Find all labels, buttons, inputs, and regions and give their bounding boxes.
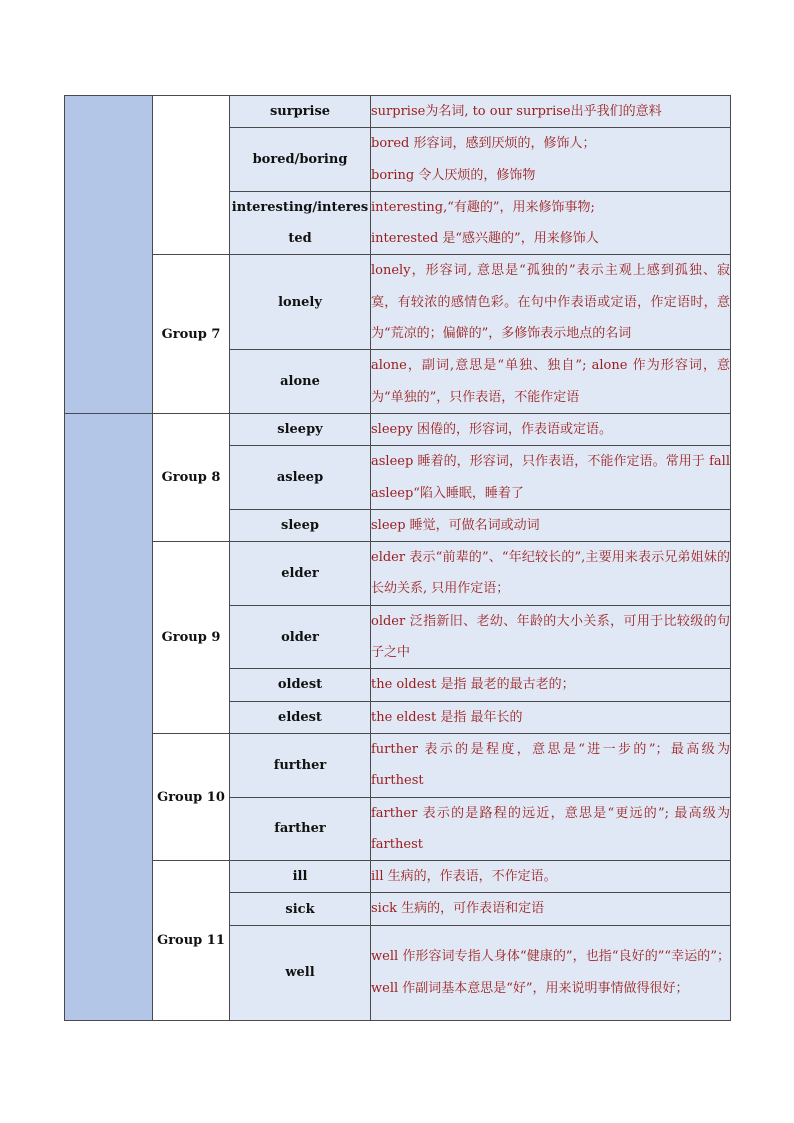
word-bored-boring: bored/boring <box>230 128 371 192</box>
group-7-label: Group 7 <box>153 255 230 413</box>
definition-well: well 作形容词专指人身体“健康的”，也指“良好的”“幸运的”；well 作副词基本意思是“好”，用来说明事情做得很好； <box>371 925 731 1020</box>
word-ill: ill <box>230 861 371 893</box>
word-elder: elder <box>230 542 371 606</box>
definition-further: further 表示的是程度，意思是“进一步的”；最高级为 furthest <box>371 733 731 797</box>
word-farther: farther <box>230 797 371 861</box>
definition-interesting-interested: interesting,“有趣的”，用来修饰事物; interested 是“感兴趣的”，用来修饰人 <box>371 191 731 255</box>
table-row <box>65 861 731 893</box>
word-sick: sick <box>230 893 371 925</box>
table-row <box>65 255 731 350</box>
group-8-label: Group 8 <box>153 413 230 541</box>
word-alone: alone <box>230 350 371 414</box>
word-older: older <box>230 605 371 669</box>
word-further: further <box>230 733 371 797</box>
definition-farther: farther 表示的是路程的远近，意思是“更远的”; 最高级为 farthest <box>371 797 731 861</box>
definition-surprise: surprise为名词, to our surprise出乎我们的意料 <box>371 96 731 128</box>
definition-sleep: sleep 睡觉，可做名词或动词 <box>371 509 731 541</box>
definition-ill: ill 生病的，作表语，不作定语。 <box>371 861 731 893</box>
table-row <box>65 96 731 128</box>
word-eldest: eldest <box>230 701 371 733</box>
definition-sleepy: sleepy 困倦的，形容词，作表语或定语。 <box>371 413 731 445</box>
word-surprise: surprise <box>230 96 371 128</box>
definition-elder: elder 表示“前辈的”、“年纪较长的”,主要用来表示兄弟姐妹的长幼关系, 只用作定语； <box>371 542 731 606</box>
definition-eldest: the eldest 是指 最年长的 <box>371 701 731 733</box>
vocabulary-table <box>64 95 731 1021</box>
table-row <box>65 733 731 797</box>
definition-alone: alone，副词,意思是“单独、独自”; alone 作为形容词，意为“单独的”，只作表语，不能作定语 <box>371 350 731 414</box>
word-oldest: oldest <box>230 669 371 701</box>
definition-sick: sick 生病的，可作表语和定语 <box>371 893 731 925</box>
table-row <box>65 413 731 445</box>
definition-older: older 泛指新旧、老幼、年龄的大小关系，可用于比较级的句子之中 <box>371 605 731 669</box>
word-asleep: asleep <box>230 446 371 510</box>
definition-asleep: asleep 睡着的，形容词，只作表语，不能作定语。常用于 fall asleep“陷入睡眠，睡着了 <box>371 446 731 510</box>
word-lonely: lonely <box>230 255 371 350</box>
word-sleepy: sleepy <box>230 413 371 445</box>
word-sleep: sleep <box>230 509 371 541</box>
side-column <box>65 96 153 414</box>
definition-lonely: lonely，形容词, 意思是“孤独的”表示主观上感到孤独、寂寞，有较浓的感情色彩。在句中作表语或定语，作定语时，意为“荒凉的；偏僻的”，多修饰表示地点的名词 <box>371 255 731 350</box>
group-10-label: Group 10 <box>153 733 230 860</box>
table-row <box>65 542 731 606</box>
word-interesting-interested: interesting/interested <box>230 191 371 255</box>
group-cell-blank <box>153 96 230 255</box>
group-9-label: Group 9 <box>153 542 230 734</box>
side-column-lower <box>65 413 153 1020</box>
definition-oldest: the oldest 是指 最老的最古老的； <box>371 669 731 701</box>
group-11-label: Group 11 <box>153 861 230 1021</box>
definition-bored-boring: bored 形容词，感到厌烦的，修饰人； boring 令人厌烦的，修饰物 <box>371 128 731 192</box>
word-well: well <box>230 925 371 1020</box>
